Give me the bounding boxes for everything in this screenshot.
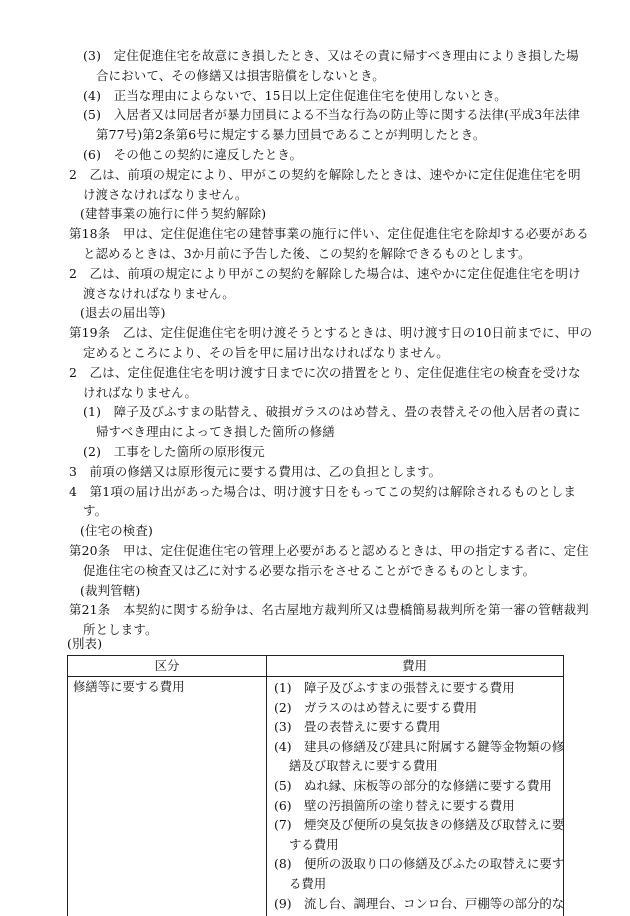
clause-19-para-4-line-2: す。 xyxy=(83,503,108,519)
clause-20-line-2: 促進住宅の検査又は乙に対する必要な指示をさせることができるものとします。 xyxy=(83,562,536,578)
clause-20-line-1: 第20条 甲は、定住促進住宅の管理上必要があると認めるときは、甲の指定する者に、定住 xyxy=(69,543,589,558)
header-cost: 費用 xyxy=(402,658,427,673)
clause-19-para-2-line-2: ければなりません。 xyxy=(83,384,198,400)
clause-17-item-3-line-1: (3) 定住促進住宅を故意にき損したとき、又はその責に帰すべき理由によりき損した場 xyxy=(83,48,579,63)
clause-19-line-2: 定めるところにより、その旨を甲に届け出なければなりません。 xyxy=(83,345,449,360)
cost-item: (7) 煙突及び便所の臭気抜きの修繕及び取替えに要 xyxy=(274,817,565,833)
cost-item-continuation: する費用 xyxy=(289,836,339,852)
column-divider xyxy=(266,656,267,916)
clause-18-line-2: と認めるときは、3か月前に予告した後、この契約を解除できるものとします。 xyxy=(83,246,531,261)
cost-item: (8) 便所の汲取り口の修繕及びふたの取替えに要す xyxy=(274,856,565,872)
clause-19-para-3: 3 前項の修繕又は原形復元に要する費用は、乙の負担とします。 xyxy=(69,463,442,479)
clause-17-para-2-line-2: け渡さなければなりません。 xyxy=(83,186,248,202)
cost-item-continuation: る費用 xyxy=(289,876,327,891)
clause-18-para-2-line-2: 渡さなければなりません。 xyxy=(83,285,235,301)
clause-19-item-1-line-2: 帰すべき理由によってき損した箇所の修繕 xyxy=(96,424,335,440)
header-category: 区分 xyxy=(154,658,180,673)
cost-item: (9) 流し台、調理台、コンロ台、戸棚等の部分的な xyxy=(274,895,565,911)
clause-19-para-2-line-1: 2 乙は、定住促進住宅を明け渡す日までに次の措置をとり、定住促進住宅の検査を受けな xyxy=(69,364,581,380)
heading-inspection: (住宅の検査) xyxy=(80,523,154,539)
heading-jurisdiction: (裁判管轄) xyxy=(80,582,141,598)
cost-item: (3) 畳の表替えに要する費用 xyxy=(274,719,441,735)
clause-17-item-5-line-1: (5) 入居者又は同居者が暴力団員による不当な行為の防止等に関する法律(平成3年法律 xyxy=(83,107,581,123)
clause-19-item-2: (2) 工事をした箇所の原形復元 xyxy=(83,444,265,459)
heading-moving-out: (退去の届出等) xyxy=(80,305,166,321)
clause-19-item-1-line-1: (1) 障子及びふすまの貼替え、破損ガラスのはめ替え、畳の表替えその他入居者の責に xyxy=(83,404,581,420)
clause-18-para-2-line-1: 2 乙は、前項の規定により甲がこの契約を解除した場合は、速やかに定住促進住宅を明け xyxy=(69,265,581,281)
cost-item: (2) ガラスのはめ替えに要する費用 xyxy=(274,699,478,715)
cost-item: (6) 壁の汚損箇所の塗り替えに要する費用 xyxy=(274,797,515,813)
clause-17-item-3-line-2: 合において、その修繕又は損害賠償をしないとき。 xyxy=(96,67,385,83)
cost-item: (4) 建具の修繕及び建具に附属する鍵等金物類の修 xyxy=(274,738,565,754)
clause-17-para-2-line-1: 2 乙は、前項の規定により、甲がこの契約を解除したときは、速やかに定住促進住宅を明 xyxy=(69,166,581,182)
clause-21-line-2: 所とします。 xyxy=(83,622,158,638)
clause-17-item-6: (6) その他この契約に違反したとき。 xyxy=(83,147,303,162)
cost-item-continuation: 繕及び取替えに要する費用 xyxy=(289,758,438,774)
category-cell: 修繕等に要する費用 xyxy=(73,679,185,694)
clause-17-item-4: (4) 正当な理由によらないで、15日以上定住促進住宅を使用しないとき。 xyxy=(83,87,507,103)
cost-item: (1) 障子及びふすまの張替えに要する費用 xyxy=(274,680,515,695)
heading-rebuild: (建替事業の施行に伴う契約解除) xyxy=(80,206,267,222)
clause-17-item-5-line-2: 第77号)第2条第6号に規定する暴力団員であることが判明したとき。 xyxy=(96,127,486,143)
clause-19-line-1: 第19条 乙は、定住促進住宅を明け渡そうとするときは、明け渡す日の10日前までに、甲の xyxy=(69,325,593,341)
clause-19-para-4-line-1: 4 第1項の届け出があった場合は、明け渡す日をもってこの契約は解除されるものとしま xyxy=(69,483,577,499)
expense-table xyxy=(67,655,564,916)
cost-item: (5) ぬれ縁、床板等の部分的な修繕に要する費用 xyxy=(274,778,552,793)
clause-18-line-1: 第18条 甲は、定住促進住宅の建替事業の施行に伴い、定住促進住宅を除却する必要がある xyxy=(69,226,589,242)
clause-21-line-1: 第21条 本契約に関する紛争は、名古屋地方裁判所又は豊橋簡易裁判所を第一審の管轄裁判 xyxy=(69,602,589,618)
appendix-label: (別表) xyxy=(67,636,103,651)
